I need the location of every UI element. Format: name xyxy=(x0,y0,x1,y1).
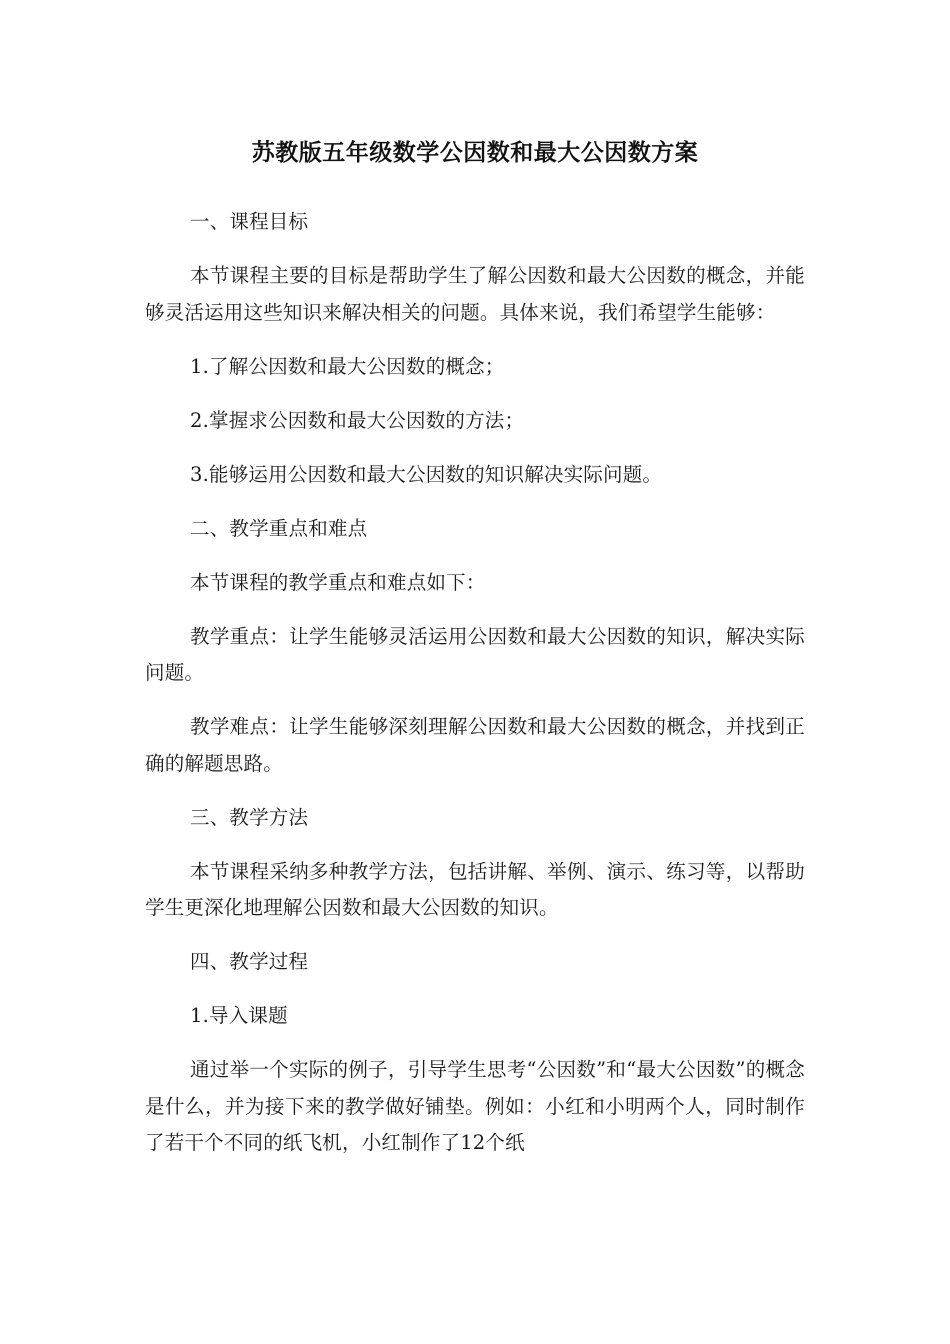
list-item-goal-3: 3.能够运用公因数和最大公因数的知识解决实际问题。 xyxy=(190,462,663,486)
subheading-introduction: 1.导入课题 xyxy=(190,1004,288,1027)
section-heading-course-goals: 一、课程目标 xyxy=(190,210,309,233)
section-heading-process: 四、教学过程 xyxy=(190,950,309,973)
paragraph-methods: 本节课程采纳多种教学方法，包括讲解、举例、演示、练习等，以帮助学生更深化地理解公因数和最大公因数的知识。 xyxy=(145,859,805,919)
section-heading-key-points: 二、教学重点和难点 xyxy=(190,516,368,540)
paragraph-key-point: 教学重点：让学生能够灵活运用公因数和最大公因数的知识，解决实际问题。 xyxy=(145,624,805,684)
document-body xyxy=(145,204,805,1162)
document-title: 苏教版五年级数学公因数和最大公因数方案 xyxy=(251,140,699,166)
list-item-goal-2: 2.掌握求公因数和最大公因数的方法； xyxy=(190,408,525,432)
paragraph-difficulty: 教学难点：让学生能够深刻理解公因数和最大公因数的概念，并找到正确的解题思路。 xyxy=(145,715,805,775)
paragraph-goals-intro: 本节课程主要的目标是帮助学生了解公因数和最大公因数的概念，并能够灵活运用这些知识来解决相关的问题。具体来说，我们希望学生能够： xyxy=(145,264,805,324)
paragraph-introduction: 通过举一个实际的例子，引导学生思考“公因数”和“最大公因数”的概念是什么，并为接下来的教学做好铺垫。例如：小红和小明两个人，同时制作了若干个不同的纸飞机，小红制作了12个纸 xyxy=(145,1058,805,1154)
section-heading-methods: 三、教学方法 xyxy=(190,805,309,829)
paragraph-key-points-intro: 本节课程的教学重点和难点如下： xyxy=(190,570,486,594)
list-item-goal-1: 1.了解公因数和最大公因数的概念； xyxy=(190,354,505,378)
